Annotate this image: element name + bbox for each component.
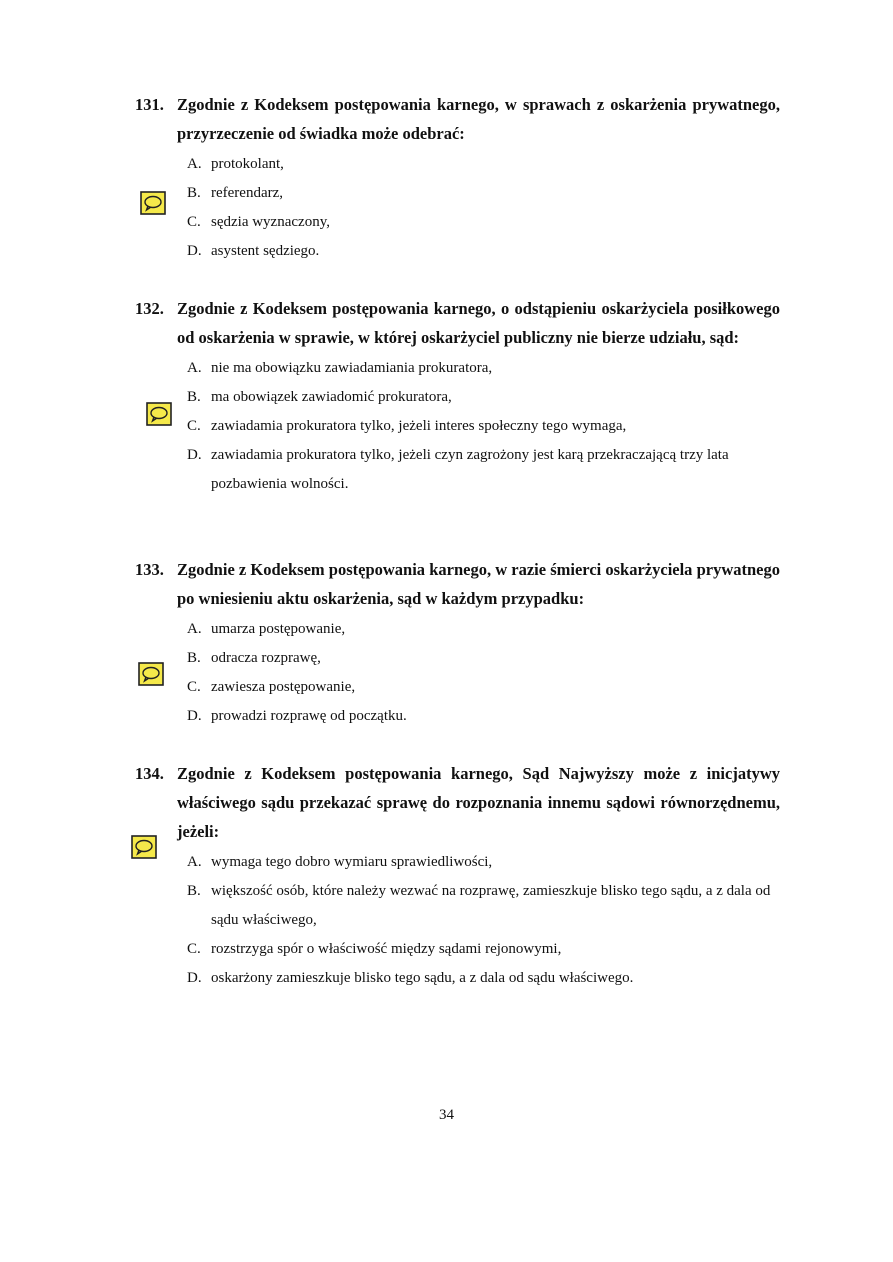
answer-options: [187, 615, 780, 731]
question-text: Zgodnie z Kodeksem postępowania karnego, Sąd Najwyższy może z inicjatywy właściwego sądu przekazać sprawę do rozpoznania innemu sądowi równorzędnemu, jeżeli:: [177, 764, 780, 841]
option-text: sędzia wyznaczony,: [211, 214, 330, 230]
question-number: 134.: [135, 764, 164, 783]
option-text: protokolant,: [211, 156, 284, 172]
answer-option-d: [187, 441, 780, 499]
option-letter: A.: [187, 360, 202, 376]
option-letter: D.: [187, 243, 202, 259]
answer-option-c: [187, 935, 780, 964]
option-letter: D.: [187, 970, 202, 986]
question-text: Zgodnie z Kodeksem postępowania karnego, w sprawach z oskarżenia prywatnego, przyrzeczenie od świadka może odebrać:: [177, 95, 780, 143]
page-number: 34: [439, 1107, 454, 1123]
question-131: [135, 90, 780, 266]
option-text: rozstrzyga spór o właściwość między sądami rejonowymi,: [211, 941, 562, 957]
option-letter: A.: [187, 156, 202, 172]
option-text: odracza rozprawę,: [211, 650, 321, 666]
answer-option-d: [187, 702, 780, 731]
question-number: 131.: [135, 95, 164, 114]
option-letter: C.: [187, 418, 201, 434]
question-text: Zgodnie z Kodeksem postępowania karnego, w razie śmierci oskarżyciela prywatnego po wniesieniu aktu oskarżenia, sąd w każdym przypadku:: [177, 560, 780, 608]
option-text: asystent sędziego.: [211, 243, 320, 259]
answer-option-a: [187, 150, 780, 179]
answer-option-b: [187, 644, 780, 673]
option-text: prowadzi rozprawę od początku.: [211, 708, 407, 724]
question-132: [135, 294, 780, 499]
option-letter: D.: [187, 708, 202, 724]
option-text: zawiadamia prokuratora tylko, jeżeli interes społeczny tego wymaga,: [211, 418, 627, 434]
question-text: Zgodnie z Kodeksem postępowania karnego, o odstąpieniu oskarżyciela posiłkowego od oskarżenia w sprawie, w której oskarżyciel publiczny nie bierze udziału, sąd:: [177, 299, 780, 347]
question-133: [135, 555, 780, 731]
option-letter: B.: [187, 650, 201, 666]
answer-option-a: [187, 848, 780, 877]
option-text: umarza postępowanie,: [211, 621, 346, 637]
option-letter: D.: [187, 447, 202, 463]
option-text: wymaga tego dobro wymiaru sprawiedliwości,: [211, 854, 493, 870]
answer-option-b: [187, 383, 780, 412]
option-letter: A.: [187, 854, 202, 870]
answer-options: [187, 150, 780, 266]
option-text: większość osób, które należy wezwać na rozprawę, zamieszkuje blisko tego sądu, a z dala od sądu właściwego,: [211, 883, 771, 928]
question-134: [135, 759, 780, 993]
option-text: zawiadamia prokuratora tylko, jeżeli czyn zagrożony jest karą przekraczającą trzy lata pozbawienia wolności.: [211, 447, 729, 492]
answer-option-b: [187, 877, 780, 935]
option-text: nie ma obowiązku zawiadamiania prokuratora,: [211, 360, 493, 376]
question-number: 132.: [135, 299, 164, 318]
option-text: ma obowiązek zawiadomić prokuratora,: [211, 389, 452, 405]
option-letter: B.: [187, 883, 201, 899]
question-number: 133.: [135, 560, 164, 579]
answer-options: [187, 848, 780, 993]
option-letter: C.: [187, 679, 201, 695]
answer-option-d: [187, 237, 780, 266]
answer-option-a: [187, 615, 780, 644]
option-text: zawiesza postępowanie,: [211, 679, 356, 695]
option-letter: B.: [187, 185, 201, 201]
option-text: oskarżony zamieszkuje blisko tego sądu, a z dala od sądu właściwego.: [211, 970, 634, 986]
answer-option-a: [187, 354, 780, 383]
answer-option-c: [187, 412, 780, 441]
answer-option-b: [187, 179, 780, 208]
option-letter: C.: [187, 941, 201, 957]
option-letter: C.: [187, 214, 201, 230]
answer-option-c: [187, 673, 780, 702]
option-letter: B.: [187, 389, 201, 405]
answer-option-d: [187, 964, 780, 993]
answer-options: [187, 354, 780, 499]
answer-option-c: [187, 208, 780, 237]
option-text: referendarz,: [211, 185, 284, 201]
option-letter: A.: [187, 621, 202, 637]
